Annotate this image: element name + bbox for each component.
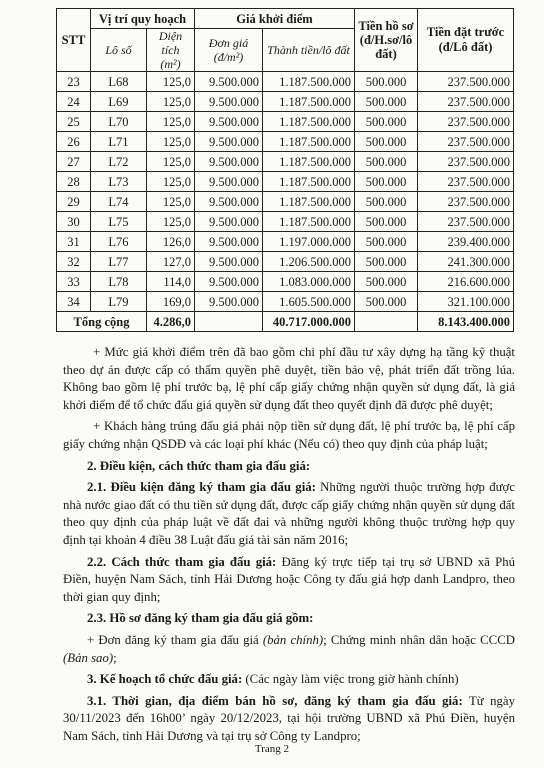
heading-section-3: 3. Kế hoạch tổ chức đấu giá:: [87, 672, 243, 687]
total-label: Tổng cộng: [57, 312, 147, 332]
cell-area: 125,0: [147, 152, 195, 172]
total-empty-cell: [355, 312, 418, 332]
heading-2-1: 2.1. Điều kiện đăng ký tham gia đấu giá:: [87, 480, 316, 495]
table-row: [57, 292, 514, 312]
paragraph-3-1: [63, 693, 515, 746]
cell-deposit: 237.500.000: [418, 72, 514, 92]
cell-lot-price: 1.187.500.000: [263, 112, 355, 132]
cell-unit-price: 9.500.000: [195, 72, 263, 92]
cell-unit-price: 9.500.000: [195, 252, 263, 272]
cell-area: 125,0: [147, 72, 195, 92]
total-empty-cell: [195, 312, 263, 332]
text-3-1: Từ ngày 30/11/2023 đến 16h00’ ngày 20/12/2023, tại hội trường UBND xã Phú Điền, huyện Nam Sách, tỉnh Hải Dương và tại trụ sở Công ty Landpro;: [63, 693, 516, 743]
paragraph-2-1: [63, 479, 515, 549]
cell-area: 127,0: [147, 252, 195, 272]
header-stt: STT: [57, 9, 91, 72]
paragraph-2-2: [63, 554, 515, 607]
cell-unit-price: 9.500.000: [195, 152, 263, 172]
cell-lot-price: 1.187.500.000: [263, 92, 355, 112]
text-2-3-d: (Bản sao): [63, 650, 114, 665]
cell-lot-price: 1.187.500.000: [263, 172, 355, 192]
cell-stt: 32: [57, 252, 91, 272]
cell-unit-price: 9.500.000: [195, 192, 263, 212]
paragraph-2-3: [63, 632, 515, 667]
cell-file-fee: 500.000: [355, 72, 418, 92]
cell-deposit: 237.500.000: [418, 172, 514, 192]
cell-lot-price: 1.187.500.000: [263, 72, 355, 92]
cell-stt: 25: [57, 112, 91, 132]
cell-deposit: 237.500.000: [418, 212, 514, 232]
header-don-gia: Đơn giá (đ/m²): [195, 29, 263, 72]
cell-stt: 23: [57, 72, 91, 92]
cell-deposit: 239.400.000: [418, 232, 514, 252]
table-header-row: [57, 9, 514, 29]
cell-deposit: 237.500.000: [418, 92, 514, 112]
cell-lot-number: L77: [91, 252, 147, 272]
text-2-3-b: (bản chính): [262, 632, 324, 647]
cell-stt: 24: [57, 92, 91, 112]
cell-lot-number: L79: [91, 292, 147, 312]
table-body: [57, 72, 514, 312]
paragraph-winner-obligations: + Khách hàng trúng đấu giá phải nộp tiền sử dụng đất, lệ phí trước bạ, lệ phí cấp giấy chứng nhận QSDĐ và các loại phí khác (Nếu có) theo quy định của pháp luật;: [63, 419, 515, 451]
paragraph-price-note: + Mức giá khởi điểm trên đã bao gồm chi phí đầu tư xây dựng hạ tầng kỹ thuật theo dự án được cấp có thẩm quyền phê duyệt, tiền bảo vệ, phát triển đất trồng lúa. Không bao gồm lệ phí trước bạ, lệ phí cấp giấy chứng nhận quyền sử dụng đất, là giá khởi điểm để tổ chức đấu giá quyền sử dụng đất theo quyết định đã được phê duyệt;: [63, 345, 515, 412]
cell-deposit: 237.500.000: [418, 192, 514, 212]
cell-area: 125,0: [147, 112, 195, 132]
cell-stt: 34: [57, 292, 91, 312]
total-area: 4.286,0: [147, 312, 195, 332]
cell-lot-price: 1.187.500.000: [263, 132, 355, 152]
cell-area: 125,0: [147, 92, 195, 112]
cell-file-fee: 500.000: [355, 152, 418, 172]
cell-unit-price: 9.500.000: [195, 272, 263, 292]
cell-lot-price: 1.605.500.000: [263, 292, 355, 312]
header-tien-ho-so: Tiền hồ sơ (đ/H.sơ/lô đất): [355, 9, 418, 72]
cell-deposit: 237.500.000: [418, 112, 514, 132]
table-row: [57, 92, 514, 112]
cell-stt: 26: [57, 132, 91, 152]
cell-unit-price: 9.500.000: [195, 132, 263, 152]
cell-file-fee: 500.000: [355, 172, 418, 192]
cell-unit-price: 9.500.000: [195, 292, 263, 312]
cell-lot-number: L72: [91, 152, 147, 172]
text-2-3-e: ;: [113, 650, 117, 665]
cell-lot-number: L74: [91, 192, 147, 212]
table-row: [57, 272, 514, 292]
cell-file-fee: 500.000: [355, 252, 418, 272]
cell-area: 114,0: [147, 272, 195, 292]
cell-lot-price: 1.187.500.000: [263, 192, 355, 212]
table-row: [57, 192, 514, 212]
cell-lot-price: 1.083.000.000: [263, 272, 355, 292]
cell-lot-number: L78: [91, 272, 147, 292]
cell-deposit: 237.500.000: [418, 132, 514, 152]
cell-deposit: 241.300.000: [418, 252, 514, 272]
cell-file-fee: 500.000: [355, 232, 418, 252]
cell-unit-price: 9.500.000: [195, 112, 263, 132]
cell-file-fee: 500.000: [355, 132, 418, 152]
cell-area: 125,0: [147, 172, 195, 192]
total-deposit: 8.143.400.000: [418, 312, 514, 332]
cell-lot-number: L70: [91, 112, 147, 132]
cell-stt: 28: [57, 172, 91, 192]
table-row: [57, 152, 514, 172]
cell-file-fee: 500.000: [355, 92, 418, 112]
cell-area: 169,0: [147, 292, 195, 312]
header-gia-khoi-diem: Giá khởi điểm: [195, 9, 355, 29]
header-thanh-tien: Thành tiền/lô đất: [263, 29, 355, 72]
table-row: [57, 112, 514, 132]
heading-2-2: 2.2. Cách thức tham gia đấu giá:: [87, 554, 277, 569]
cell-area: 125,0: [147, 132, 195, 152]
cell-lot-number: L73: [91, 172, 147, 192]
text-2-3-a: + Đơn đăng ký tham gia đấu giá: [87, 632, 263, 647]
auction-lot-table: [56, 8, 514, 332]
table-row: [57, 132, 514, 152]
header-vi-tri: Vị trí quy hoạch: [91, 9, 195, 29]
cell-area: 126,0: [147, 232, 195, 252]
table-row: [57, 252, 514, 272]
cell-lot-price: 1.197.000.000: [263, 232, 355, 252]
table-row: [57, 212, 514, 232]
cell-file-fee: 500.000: [355, 112, 418, 132]
cell-file-fee: 500.000: [355, 192, 418, 212]
text-2-3-c: ; Chứng minh nhân dân hoặc CCCD: [323, 632, 515, 647]
cell-stt: 27: [57, 152, 91, 172]
cell-lot-number: L71: [91, 132, 147, 152]
header-dien-tich: Diện tích (m²): [147, 29, 195, 72]
cell-lot-number: L69: [91, 92, 147, 112]
cell-unit-price: 9.500.000: [195, 92, 263, 112]
cell-area: 125,0: [147, 192, 195, 212]
cell-stt: 33: [57, 272, 91, 292]
header-tien-dat-truoc: Tiền đặt trước (đ/Lô đất): [418, 9, 514, 72]
paragraph-3: [63, 671, 515, 689]
table-row: [57, 172, 514, 192]
total-price: 40.717.000.000: [263, 312, 355, 332]
cell-unit-price: 9.500.000: [195, 172, 263, 192]
table-row: [57, 72, 514, 92]
text-2-1: Những người thuộc trường hợp được nhà nước giao đất có thu tiền sử dụng đất, được cấp giấy chứng nhận quyền sử dụng đất theo quy định của pháp luật về đất đai và những người không thuộc trường hợp quy định tại khoản 4 điều 38 Luật đấu giá tài sản năm 2016;: [63, 480, 515, 547]
cell-deposit: 216.600.000: [418, 272, 514, 292]
heading-section-2: 2. Điều kiện, cách thức tham gia đấu giá:: [87, 458, 311, 473]
cell-lot-price: 1.187.500.000: [263, 212, 355, 232]
table-row: [57, 232, 514, 252]
cell-lot-number: L68: [91, 72, 147, 92]
heading-3-1: 3.1. Thời gian, địa điểm bán hồ sơ, đăng ký tham gia đấu giá:: [87, 693, 463, 708]
cell-stt: 31: [57, 232, 91, 252]
cell-lot-price: 1.206.500.000: [263, 252, 355, 272]
cell-file-fee: 500.000: [355, 292, 418, 312]
cell-stt: 30: [57, 212, 91, 232]
cell-lot-number: L76: [91, 232, 147, 252]
heading-2-3: 2.3. Hồ sơ đăng ký tham gia đấu giá gồm:: [87, 611, 314, 626]
cell-deposit: 237.500.000: [418, 152, 514, 172]
text-3: (Các ngày làm việc trong giờ hành chính): [242, 672, 459, 687]
cell-file-fee: 500.000: [355, 272, 418, 292]
cell-unit-price: 9.500.000: [195, 212, 263, 232]
cell-lot-price: 1.187.500.000: [263, 152, 355, 172]
cell-file-fee: 500.000: [355, 212, 418, 232]
cell-unit-price: 9.500.000: [195, 232, 263, 252]
document-body: [63, 344, 515, 749]
cell-stt: 29: [57, 192, 91, 212]
cell-area: 125,0: [147, 212, 195, 232]
cell-deposit: 321.100.000: [418, 292, 514, 312]
header-lo-so: Lô số: [91, 29, 147, 72]
page-number: Trang 2: [254, 743, 290, 755]
total-row: [57, 312, 514, 332]
text-2-2: Đăng ký trực tiếp tại trụ sở UBND xã Phú Điền, huyện Nam Sách, tỉnh Hải Dương hoặc Công ty đấu giá hợp danh Landpro, theo thời gian quy định;: [63, 554, 515, 604]
cell-lot-number: L75: [91, 212, 147, 232]
